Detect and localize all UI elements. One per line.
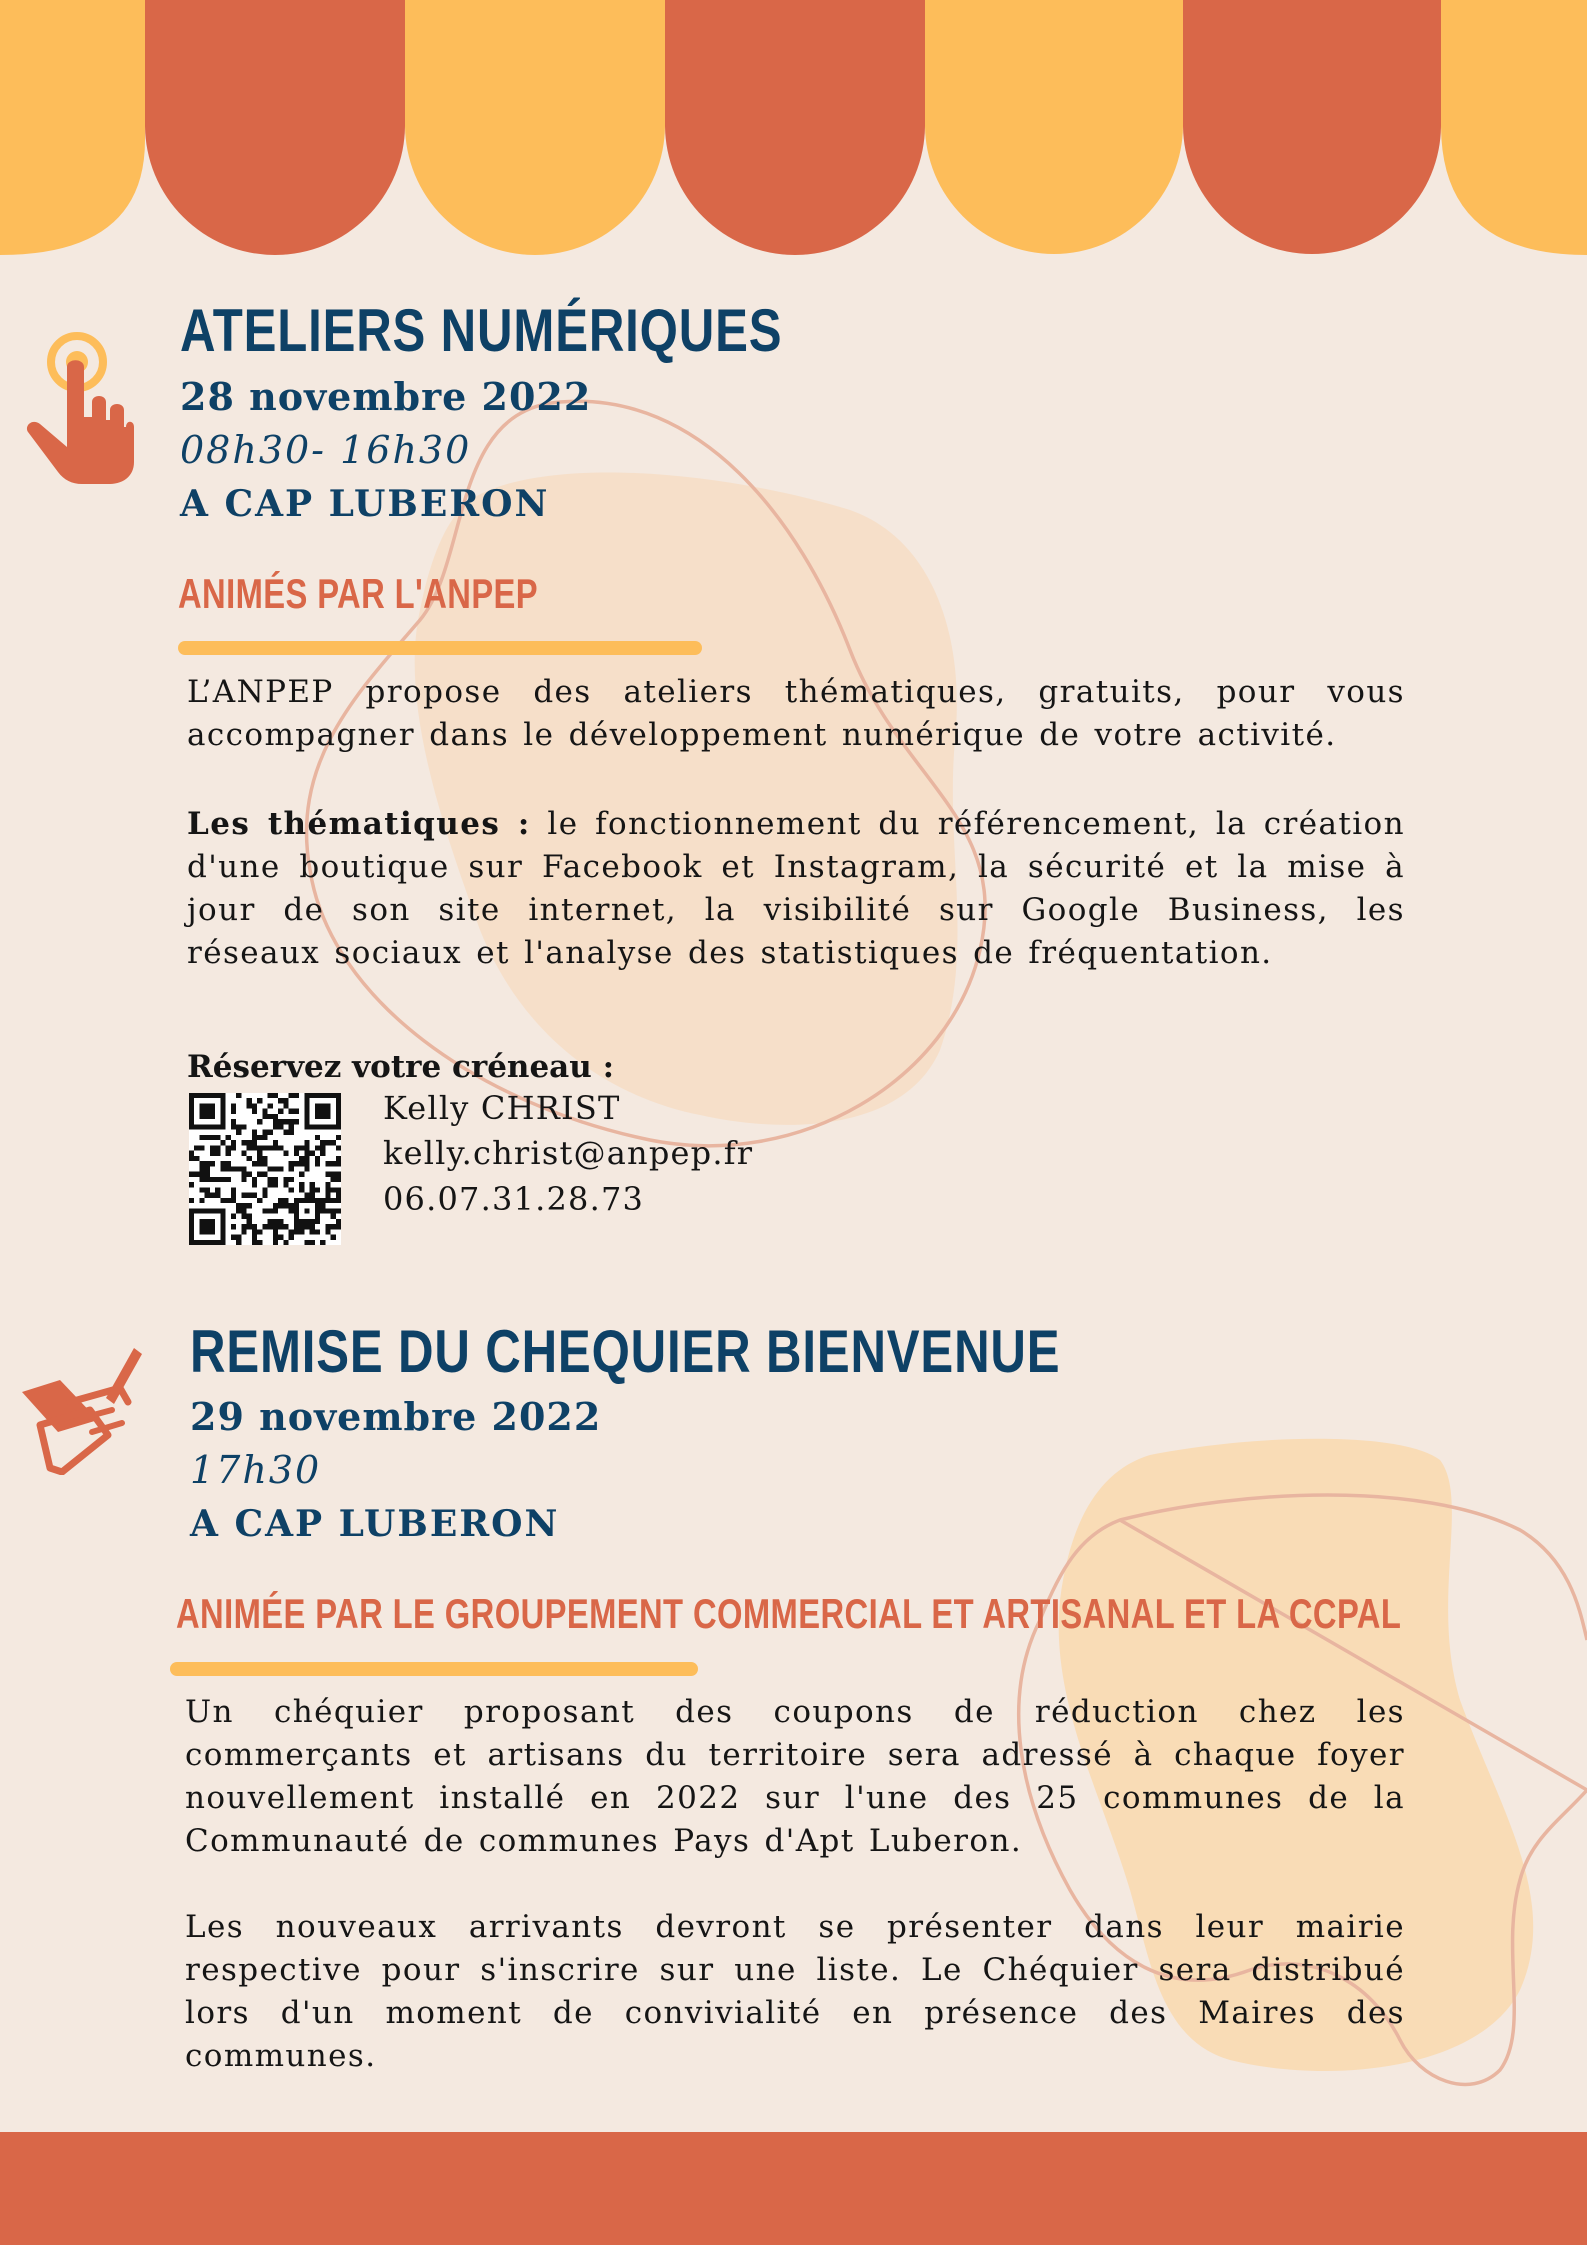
section2-date: 29 novembre 2022 xyxy=(190,1394,602,1439)
qr-code-icon[interactable] xyxy=(189,1093,341,1245)
themes-label: Les thématiques : xyxy=(187,806,531,842)
contact-email[interactable]: kelly.christ@anpep.fr xyxy=(383,1134,754,1172)
section1-title: ATELIERS NUMÉRIQUES xyxy=(180,297,783,364)
section1-date: 28 novembre 2022 xyxy=(180,374,592,419)
section2-underline xyxy=(170,1662,698,1676)
section2-paragraph-2: Les nouveaux arrivants devront se présenter dans leur mairie respective pour s'inscrire sur une liste. Le Chéquier sera distribué lors d'un moment de convivialité en présence des Maires des communes. xyxy=(185,1909,1405,2074)
section2-subtitle: ANIMÉE PAR LE GROUPEMENT COMMERCIAL ET ARTISANAL ET LA CCPAL xyxy=(176,1590,1402,1637)
section1-subtitle: ANIMÉS PAR L'ANPEP xyxy=(178,570,539,617)
chequebook-icon xyxy=(10,1340,145,1475)
section2-place: A CAP LUBERON xyxy=(190,1503,560,1545)
section1-time: 08h30- 16h30 xyxy=(180,428,472,472)
section1-underline xyxy=(178,641,702,655)
tap-hand-icon xyxy=(22,332,137,487)
footer-band xyxy=(0,2132,1587,2245)
section2-title: REMISE DU CHEQUIER BIENVENUE xyxy=(190,1318,1061,1385)
reserve-label: Réservez votre créneau : xyxy=(187,1049,615,1085)
themes-text: le fonctionnement du référencement, la création d'une boutique sur Facebook et Instagram, la sécurité et la mise à jour de son site internet, la visibilité sur Google Business, les réseaux sociaux et l'analyse des statistiques de fréquentation. xyxy=(187,806,1405,971)
section1-themes-paragraph xyxy=(187,803,1405,975)
section1-intro-paragraph: L’ANPEP propose des ateliers thématiques, gratuits, pour vous accompagner dans le développement numérique de votre activité. xyxy=(187,674,1405,753)
contact-name: Kelly CHRIST xyxy=(383,1089,621,1127)
section2-time: 17h30 xyxy=(190,1448,322,1492)
section2-paragraph-1: Un chéquier proposant des coupons de réduction chez les commerçants et artisans du territoire sera adressé à chaque foyer nouvellement installé en 2022 sur l'une des 25 communes de la Communauté de communes Pays d'Apt Luberon. xyxy=(185,1694,1405,1859)
section1-place: A CAP LUBERON xyxy=(180,483,550,525)
contact-phone[interactable]: 06.07.31.28.73 xyxy=(383,1180,645,1218)
